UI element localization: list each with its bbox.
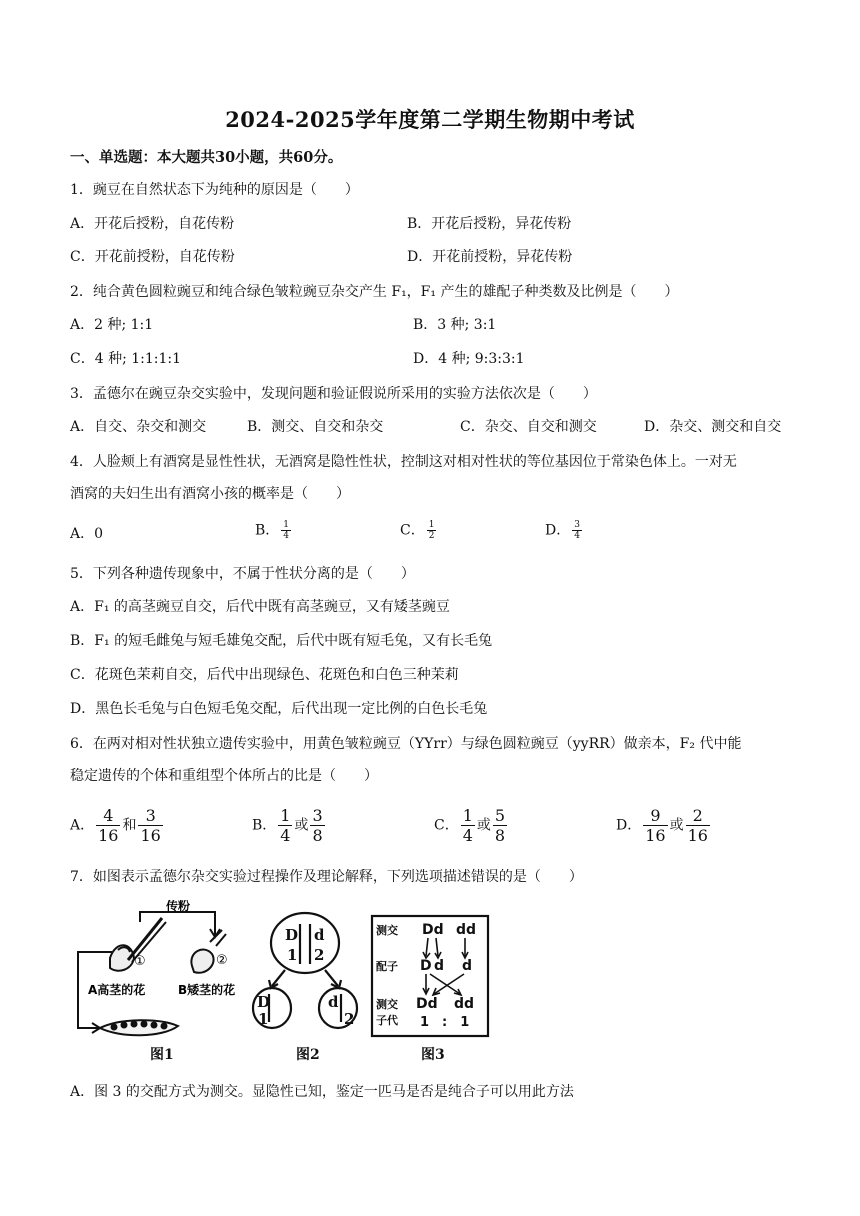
fig3-caption: 图3 (421, 1047, 445, 1063)
q2-option-d: D．4 种; 9:3:3:1 (413, 351, 525, 367)
allele-d: d (314, 926, 325, 944)
question-5-stem: 5．下列各种遗传现象中，不属于性状分离的是（ ） (70, 566, 415, 582)
fraction: $\frac{4}{16}$ (98, 806, 119, 845)
q6-option-d: D． $\frac{9}{16}$ 或 $\frac{2}{16}$ (616, 806, 708, 845)
figure-2-chromosomes (245, 910, 365, 1035)
fraction: $\frac{1}{4}$ (280, 806, 291, 845)
gamete-D: D (420, 958, 432, 974)
q5-option-a: A．F₁ 的高茎豌豆自交，后代中既有高茎豌豆，又有矮茎豌豆 (70, 599, 450, 615)
q5-option-b: B．F₁ 的短毛雌兔与短毛雄兔交配，后代中既有短毛兔，又有长毛兔 (70, 633, 493, 649)
question-7-stem: 7．如图表示孟德尔杂交实验过程操作及理论解释，下列选项描述错误的是（ ） (70, 869, 583, 885)
gamete-1: 1 (258, 1010, 269, 1028)
figure-1-pollination (70, 900, 250, 1040)
fig1-circle-1: ① (134, 954, 146, 969)
figure-3-testcross (370, 914, 490, 1038)
parent-Dd: Dd (422, 922, 444, 938)
row-testcross-label: 测交 (376, 924, 398, 937)
fraction: $\frac{5}{8}$ (494, 806, 506, 845)
question-6-stem-line1: 6．在两对相对性状独立遗传实验中，用黄色皱粒豌豆（YYrr）与绿色圆粒豌豆（yyRR）做亲本，F₂ 代中能 (70, 736, 742, 752)
fraction: $\frac{1}{2}$ (428, 520, 435, 541)
fraction: $\frac{9}{16}$ (645, 806, 666, 845)
q1-option-d: D．开花前授粉，异花传粉 (407, 249, 573, 265)
row-offspring-label-2: 子代 (376, 1014, 398, 1027)
arrow-left (272, 970, 285, 986)
question-3-stem: 3．孟德尔在豌豆杂交实验中，发现问题和验证假说所采用的实验方法依次是（ ） (70, 386, 597, 402)
q1-option-b: B．开花后授粉，异花传粉 (407, 216, 572, 232)
fig1-transfer-label: 传粉 (166, 900, 191, 913)
offspring-Dd: Dd (416, 996, 438, 1012)
q4-option-b-label: B． (255, 522, 280, 539)
question-2-stem: 2．纯合黄色圆粒豌豆和纯合绿色皱粒豌豆杂交产生 F₁，F₁ 产生的雄配子种类数及比例是（ ） (70, 284, 679, 300)
allele-D: D (285, 926, 299, 944)
question-6-stem-line2: 稳定遗传的个体和重组型个体所占的比是（ ） (70, 768, 378, 784)
flower-b-icon (191, 950, 213, 973)
chrom-2: 2 (314, 946, 325, 964)
parent-cell (271, 913, 339, 973)
fig1-label-a: A高茎的花 (88, 983, 146, 997)
q3-option-a: A．自交、杂交和测交 (70, 419, 207, 435)
fraction: $\frac{3}{4}$ (574, 520, 580, 541)
fraction: $\frac{3}{16}$ (140, 806, 161, 845)
q1-option-c: C．开花前授粉，自花传粉 (70, 249, 235, 265)
q4-option-d-label: D． (545, 522, 571, 539)
q3-option-d: D．杂交、测交和自交 (644, 419, 782, 435)
q1-option-a: A．开花后授粉，自花传粉 (70, 216, 235, 232)
fraction: $\frac{3}{8}$ (312, 806, 323, 845)
q5-option-d: D．黑色长毛兔与白色短毛兔交配，后代出现一定比例的白色长毛兔 (70, 701, 488, 717)
q6-option-a: A． $\frac{4}{16}$ 和 $\frac{3}{16}$ (70, 806, 161, 845)
q4-option-c (400, 520, 438, 541)
row-gamete-label: 配子 (376, 960, 398, 973)
offspring-ratio: 1 : 1 (420, 1015, 470, 1030)
fig1-caption: 图1 (150, 1047, 174, 1063)
fraction: $\frac{1}{4}$ (462, 806, 473, 845)
q4-option-b (255, 520, 293, 541)
section-heading: 一、单选题：本大题共30小题，共60分。 (70, 149, 343, 166)
q3-option-b: B．测交、自交和杂交 (247, 419, 384, 435)
fig2-caption: 图2 (296, 1047, 320, 1063)
question-4-stem-line1: 4．人脸颊上有酒窝是显性性状，无酒窝是隐性性状，控制这对相对性状的等位基因位于常染色体上。一对无 (70, 454, 737, 470)
q3-option-c: C．杂交、自交和测交 (460, 419, 597, 435)
q5-option-c: C．花斑色茉莉自交，后代中出现绿色、花斑色和白色三种茉莉 (70, 667, 459, 683)
q4-option-d (545, 520, 584, 541)
row-offspring-label-1: 测交 (376, 998, 398, 1011)
q2-option-b: B．3 种; 3:1 (413, 317, 497, 333)
q4-option-a: A．0 (70, 526, 104, 542)
q2-option-c: C．4 种; 1:1:1:1 (70, 351, 182, 367)
gamete-d: d (328, 993, 339, 1011)
offspring-dd: dd (454, 996, 475, 1012)
q6-option-b: B． $\frac{1}{4}$ 或 $\frac{3}{8}$ (252, 806, 323, 845)
fraction: $\frac{1}{4}$ (283, 520, 290, 541)
gamete-2: 2 (344, 1010, 355, 1028)
question-1-stem: 1．豌豆在自然状态下为纯种的原因是（ ） (70, 182, 359, 198)
q2-option-a: A．2 种; 1:1 (70, 317, 154, 333)
fig1-circle-2: ② (216, 953, 228, 968)
chrom-1: 1 (287, 946, 298, 964)
q4-option-c-label: C． (400, 522, 425, 539)
exam-title: 2024-2025学年度第二学期生物期中考试 (225, 107, 635, 132)
parent-dd: dd (456, 922, 477, 938)
gamete-D: D (257, 993, 271, 1011)
fig1-label-b: B矮茎的花 (178, 983, 236, 997)
gamete-d-1: d (434, 958, 445, 974)
fraction: $\frac{2}{16}$ (687, 806, 708, 845)
gamete-d-2: d (462, 958, 473, 974)
q6-option-c: C． $\frac{1}{4}$ 或 $\frac{5}{8}$ (434, 806, 506, 845)
q7-option-a: A．图 3 的交配方式为测交。显隐性已知，鉴定一匹马是否是纯合子可以用此方法 (70, 1084, 574, 1100)
question-4-stem-line2: 酒窝的夫妇生出有酒窝小孩的概率是（ ） (70, 486, 350, 502)
